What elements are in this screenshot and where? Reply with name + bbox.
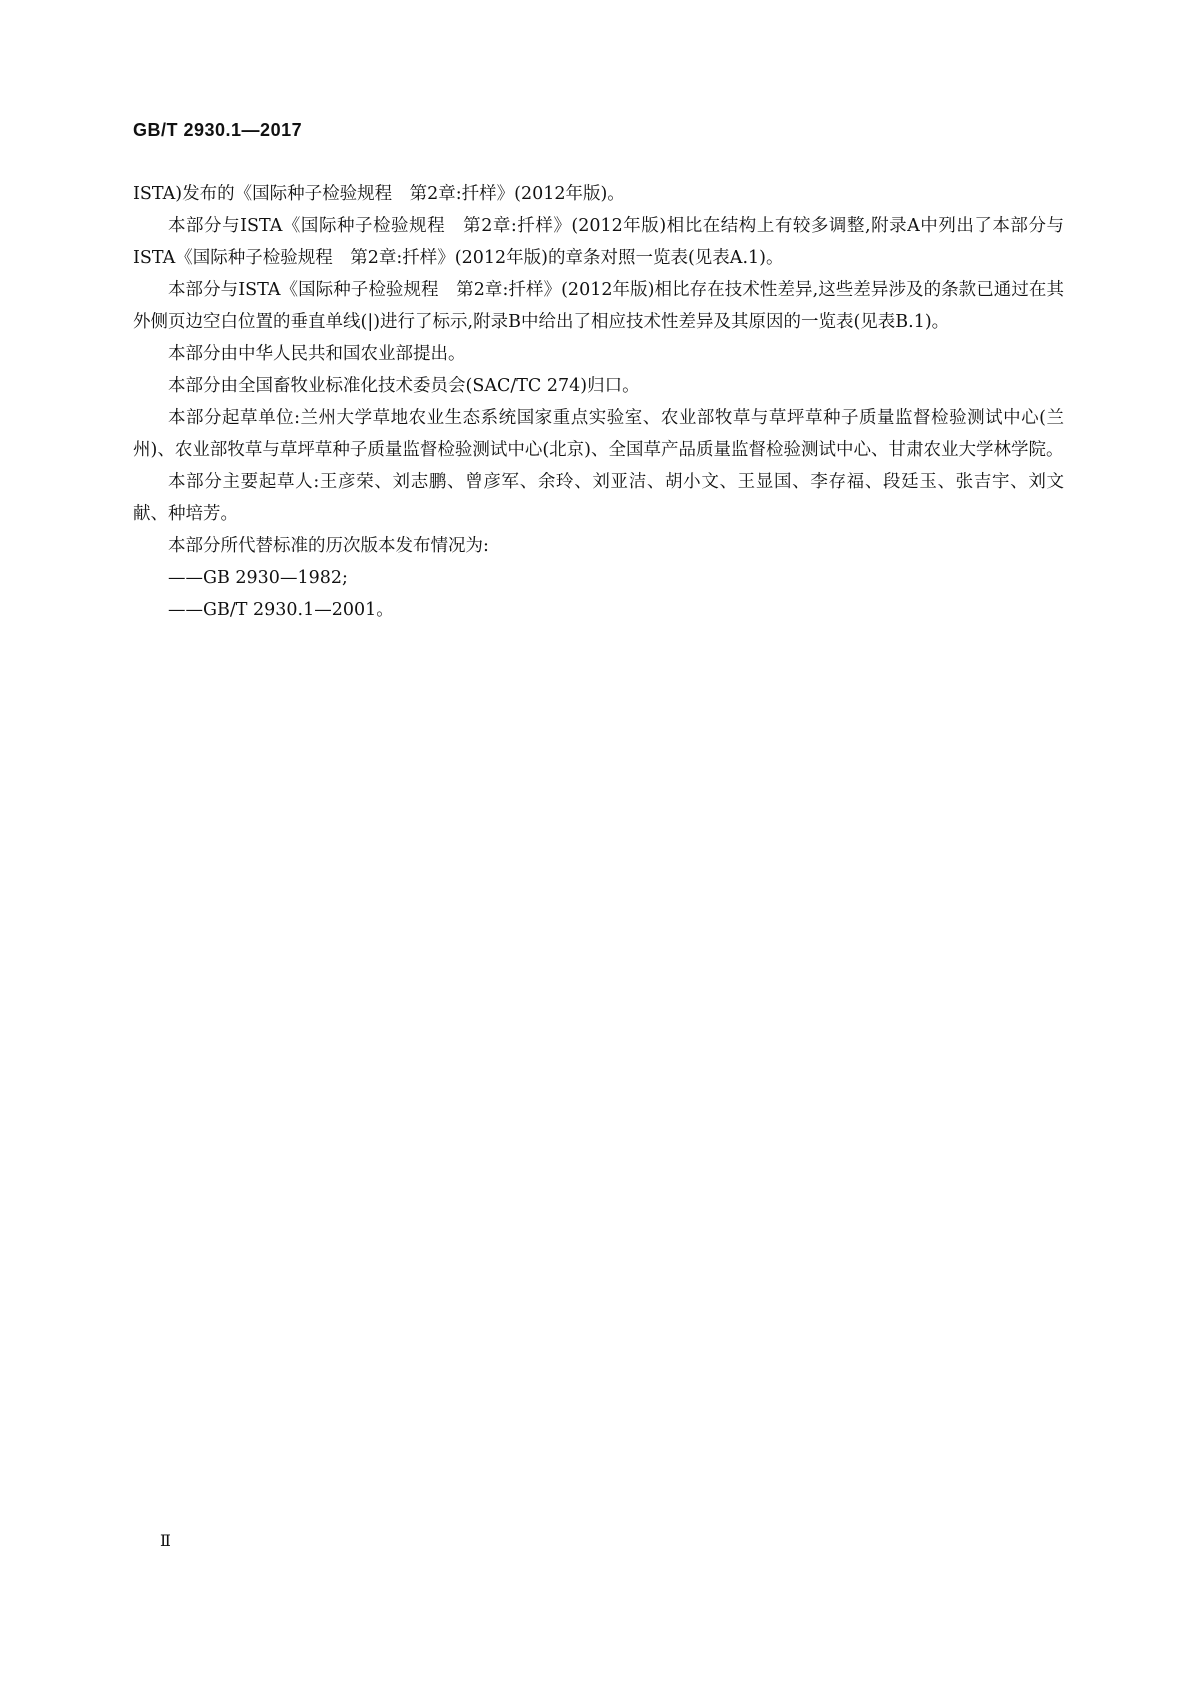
paragraph-previous-editions-intro: 本部分所代替标准的历次版本发布情况为:	[168, 536, 489, 556]
paragraph-continuation: ISTA)发布的《国际种子检验规程 第2章:扦样》(2012年版)。	[133, 184, 625, 204]
paragraph-drafting-units: 本部分起草单位:兰州大学草地农业生态系统国家重点实验室、农业部牧草与草坪草种子质量监督检验测试中心(兰州)、农业部牧草与草坪草种子质量监督检验测试中心(北京)、全国草产品质量监督检验测试中心、甘肃农业大学林学院。	[133, 408, 1064, 460]
previous-edition-item: ——GB 2930—1982;	[168, 568, 348, 588]
previous-edition-item: ——GB/T 2930.1—2001。	[168, 600, 394, 620]
foreword-body	[133, 178, 1064, 626]
standard-number: GB/T 2930.1—2017	[133, 120, 303, 140]
page-number: Ⅱ	[160, 1531, 171, 1550]
paragraph-drafters: 本部分主要起草人:王彦荣、刘志鹏、曾彦军、余玲、刘亚洁、胡小文、王显国、李存福、段廷玉、张吉宇、刘文献、种培芳。	[133, 472, 1064, 524]
paragraph-structure-comparison: 本部分与ISTA《国际种子检验规程 第2章:扦样》(2012年版)相比在结构上有较多调整,附录A中列出了本部分与ISTA《国际种子检验规程 第2章:扦样》(2012年版)的章条对照一览表(见表A.1)。	[133, 216, 1064, 268]
paragraph-proposer: 本部分由中华人民共和国农业部提出。	[168, 344, 466, 364]
paragraph-technical-differences: 本部分与ISTA《国际种子检验规程 第2章:扦样》(2012年版)相比存在技术性差异,这些差异涉及的条款已通过在其外侧页边空白位置的垂直单线(|)进行了标示,附录B中给出了相应技术性差异及其原因的一览表(见表B.1)。	[133, 280, 1064, 332]
paragraph-committee: 本部分由全国畜牧业标准化技术委员会(SAC/TC 274)归口。	[168, 376, 640, 396]
